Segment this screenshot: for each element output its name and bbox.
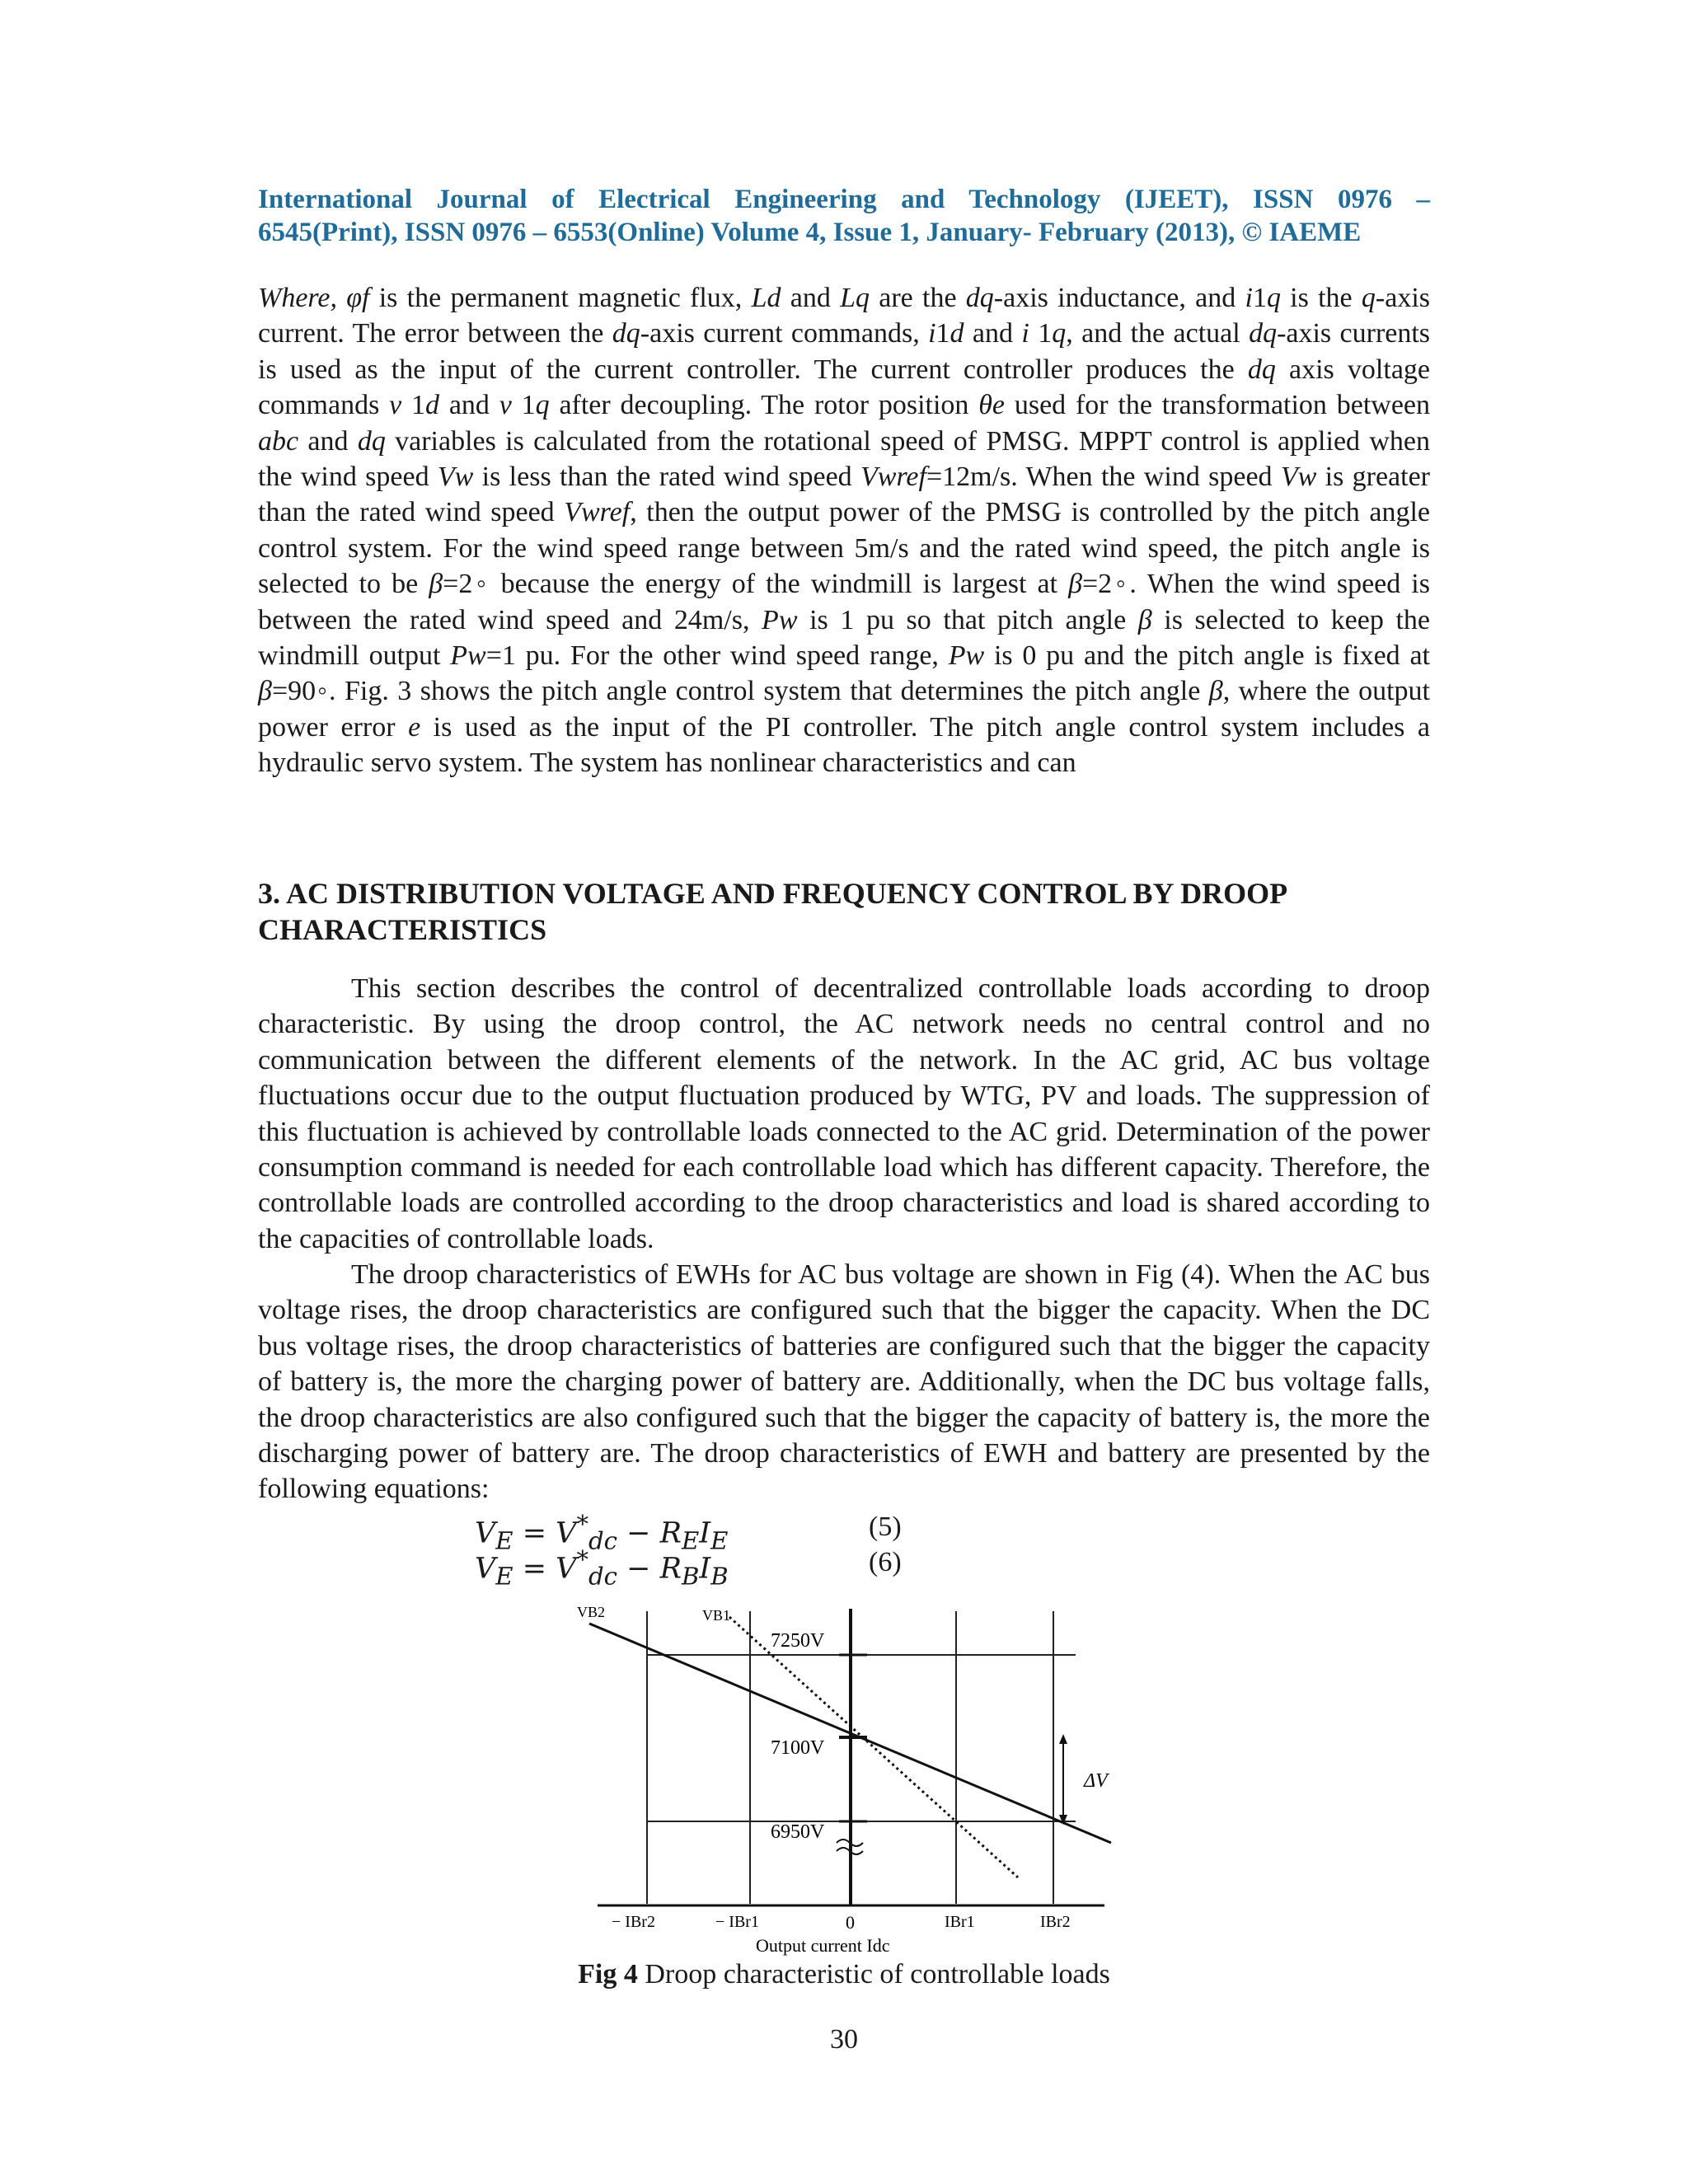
x-tick-ibr2: IBr2 [1040,1913,1071,1931]
figure-caption [0,1959,1688,1990]
vb1-label: VB1 [702,1607,731,1624]
header-line-2: 6545(Print), ISSN 0976 – 6553(Online) Volume 4, Issue 1, January- February (2013), © IAEME [258,218,1362,247]
paragraph-3: The droop characteristics of EWHs for AC bus voltage are shown in Fig (4). When the AC bus voltage rises, the droop characteristics are configured such that the bigger the capacity. When the DC bus voltage rises, the droop characteristics of batteries are configured such that the bigger the capacity of battery is, the more the charging power of battery are. Additionally, when the DC bus voltage falls, the droop characteristics are also configured such that the bigger the capacity of battery is, the more the discharging power of battery are. The droop characteristics of EWH and battery are presented by the following equations: [258,1259,1430,1505]
page-number: 30 [830,2024,858,2055]
equation-5-number: (5) [869,1511,902,1542]
section-heading: 3. AC DISTRIBUTION VOLTAGE AND FREQUENCY CONTROL BY DROOP CHARACTERISTICS [258,877,1287,946]
x-tick-zero: 0 [846,1912,855,1933]
droop-characteristic-figure [560,1599,1121,1961]
label-6950: 6950V [771,1821,825,1843]
header-line-1: International Journal of Electrical Engineering and Technology (IJEET), ISSN 0976 – [258,185,1430,214]
x-tick-neg-ibr1: − IBr1 [715,1913,759,1931]
equation-6: $V_E = V^*_{dc} - R_BI_B$ [475,1545,729,1591]
caption-label: Fig 4 [578,1959,638,1990]
delta-v-label: ΔV [1084,1770,1108,1792]
paragraph-1: Where, φf is the permanent magnetic flux, Ld and Lq are the dq-axis inductance, and i1q is the q-axis current. The error between the dq-axis current commands, i1d and i 1q, and the actual dq-axis currents is used as the input of the current controller. The current controller produces the dq axis voltage commands v 1d and v 1q after decoupling. The rotor position θe used for the transformation between abc and dq variables is calculated from the rotational speed of PMSG. MPPT control is applied when the wind speed Vw is less than the rated wind speed Vwref=12m/s. When the wind speed Vw is greater than the rated wind speed Vwref, then the output power of the PMSG is controlled by the pitch angle control system. For the wind speed range between 5m/s and the rated wind speed, the pitch angle is selected to be β=2◦ because the energy of the windmill is largest at β=2◦. When the wind speed is between the rated wind speed and 24m/s, Pw is 1 pu so that pitch angle β is selected to keep the windmill output Pw=1 pu. For the other wind speed range, Pw is 0 pu and the pitch angle is fixed at β=90◦. Fig. 3 shows the pitch angle control system that determines the pitch angle β, where the output power error e is used as the input of the PI controller. The pitch angle control system includes a hydraulic servo system. The system has nonlinear characteristics and can [258,283,1431,779]
x-tick-neg-ibr2: − IBr2 [612,1913,655,1931]
label-7250: 7250V [771,1630,825,1652]
equation-6-number: (6) [869,1547,902,1577]
journal-header [258,183,1430,249]
paragraph-2: This section describes the control of decentralized controllable loads according to droop characteristic. By using the droop control, the AC network needs no central control and no communication between the different elements of the network. In the AC grid, AC bus voltage fluctuations occur due to the output fluctuation produced by WTG, PV and loads. The suppression of this fluctuation is achieved by controllable loads connected to the AC grid. Determination of the power consumption command is needed for each controllable load which has different capacity. Therefore, the controllable loads are controlled according to the droop characteristics and load is shared according to the capacities of controllable loads. [258,973,1430,1254]
caption-text: Droop characteristic of controllable loads [637,1959,1110,1990]
x-tick-ibr1: IBr1 [945,1913,975,1931]
equation-5: $V_E = V^*_{dc} - R_EI_E$ [475,1510,729,1555]
label-7100: 7100V [771,1737,825,1759]
x-axis-title: Output current Idc [756,1935,890,1956]
vb2-label: VB2 [577,1604,606,1620]
